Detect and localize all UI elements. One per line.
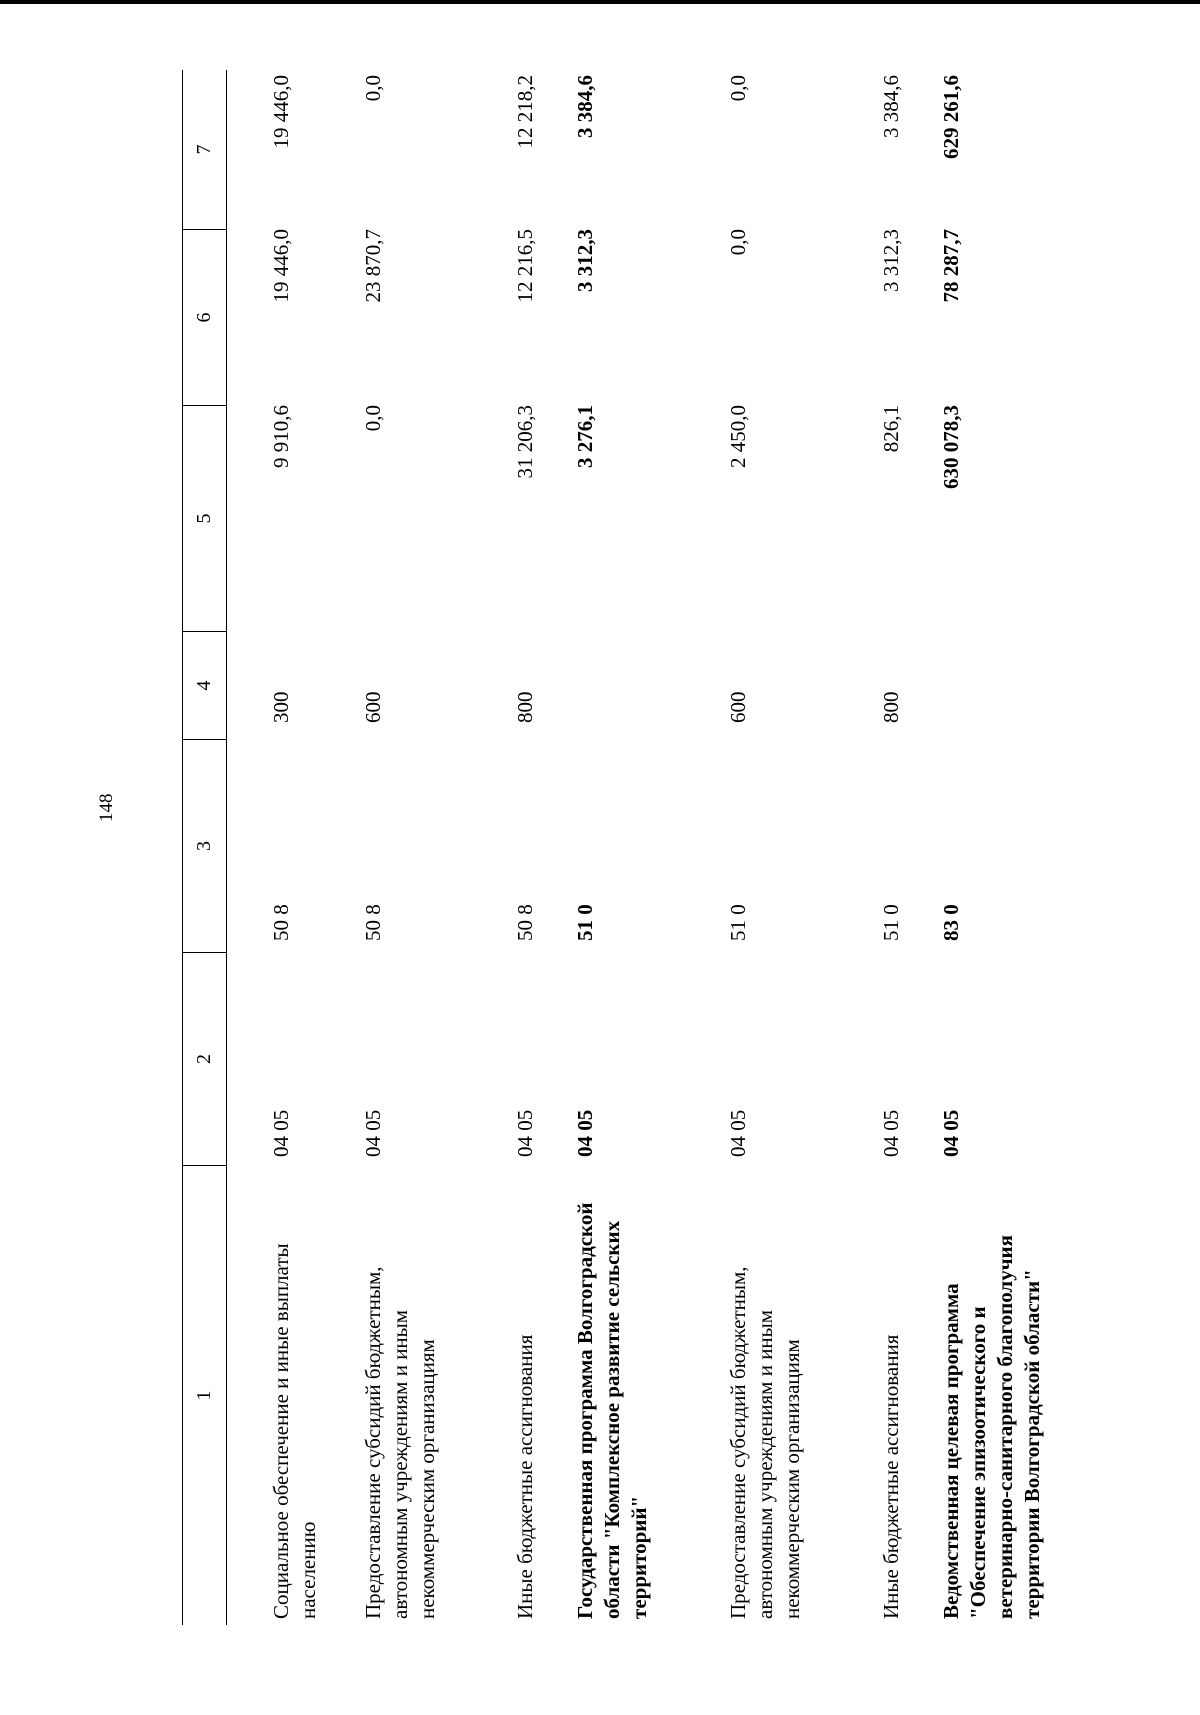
row-name: Иные бюджетные ассигнования (513, 1334, 537, 1619)
row-amount-1: 826,1 (879, 405, 903, 453)
row-amount-1: 9 910,6 (269, 405, 293, 468)
row-amount-2: 0,0 (726, 229, 750, 256)
header-col-7: 7 (193, 144, 215, 155)
row-amount-3: 0,0 (361, 75, 385, 102)
row-name: Иные бюджетные ассигнования (879, 1334, 903, 1619)
row-tsr: 50 8 (361, 904, 385, 941)
budget-table (140, 70, 1044, 1625)
header-col-2: 2 (182, 952, 226, 1165)
row-tsr: 50 8 (269, 904, 293, 941)
row-name: Социальное обеспечение и иные выплаты населению (269, 1243, 320, 1619)
row-rz: 04 05 (573, 1109, 597, 1157)
header-col-6: 6 (182, 229, 226, 405)
row-amount-1: 630 078,3 (939, 405, 963, 489)
header-bottom-rule (226, 70, 227, 1625)
row-tsr: 50 8 (513, 904, 537, 941)
row-amount-1: 0,0 (361, 405, 385, 432)
row-vr: 300 (269, 691, 293, 723)
row-amount-3: 0,0 (726, 75, 750, 102)
row-amount-3: 629 261,6 (939, 75, 963, 159)
row-amount-2: 12 216,5 (513, 229, 537, 303)
row-amount-3: 12 218,2 (513, 75, 537, 149)
row-name: Предоставление субсидий бюджетным, автономным учреждениям и иным некоммерческим организациям (361, 1266, 439, 1619)
row-vr: 600 (361, 691, 385, 723)
row-tsr: 51 0 (879, 904, 903, 941)
page-number: 148 (96, 793, 117, 822)
row-vr: 800 (513, 691, 537, 723)
header-col-4: 4 (182, 631, 226, 739)
header-col-3: 3 (182, 739, 226, 952)
row-amount-1: 2 450,0 (726, 405, 750, 468)
row-amount-2: 3 312,3 (879, 229, 903, 292)
row-amount-1: 3 276,1 (573, 405, 597, 468)
row-vr: 600 (726, 691, 750, 723)
row-amount-2: 78 287,7 (939, 229, 963, 303)
row-amount-1: 31 206,3 (513, 405, 537, 479)
row-amount-2: 23 870,7 (361, 229, 385, 303)
row-amount-2: 3 312,3 (573, 229, 597, 292)
row-amount-2: 19 446,0 (269, 229, 293, 303)
row-amount-3: 3 384,6 (573, 75, 597, 138)
header-col-1: 1 (182, 1165, 226, 1625)
row-rz: 04 05 (361, 1109, 385, 1157)
header-col-5: 5 (182, 405, 226, 631)
row-tsr: 51 0 (726, 904, 750, 941)
row-rz: 04 05 (879, 1109, 903, 1157)
scan-top-edge (0, 0, 1200, 4)
row-name: Предоставление субсидий бюджетным, автономным учреждениям и иным некоммерческим организациям (726, 1266, 804, 1619)
row-rz: 04 05 (269, 1109, 293, 1157)
row-rz: 04 05 (513, 1109, 537, 1157)
row-vr: 800 (879, 691, 903, 723)
row-amount-3: 3 384,6 (879, 75, 903, 138)
row-name: Ведомственная целевая программа "Обеспечение эпизоотического и ветеринарно-санитарного благополучия территории Волгоградской области" (939, 1234, 1044, 1619)
row-name: Государственная программа Волгоградской области "Комплексное развитие сельских территорий" (573, 1202, 651, 1619)
row-rz: 04 05 (939, 1109, 963, 1157)
row-rz: 04 05 (726, 1109, 750, 1157)
row-amount-3: 19 446,0 (269, 75, 293, 149)
row-tsr: 83 0 (939, 904, 963, 941)
row-tsr: 51 0 (573, 904, 597, 941)
